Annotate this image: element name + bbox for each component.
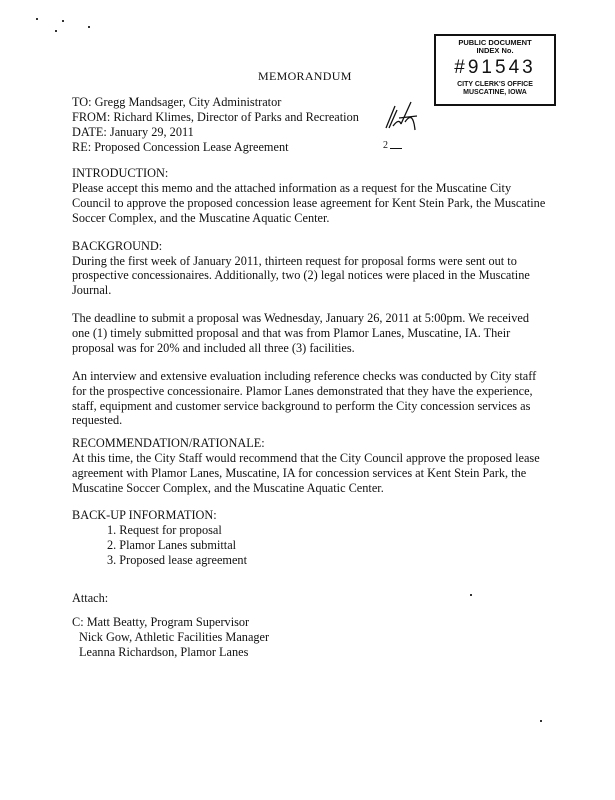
attach-label: Attach: [72,591,109,605]
background-text: for the prospective concessionaire. Plamor Lanes demonstrated that they have the experience, [72,384,533,398]
introduction-heading: INTRODUCTION: [72,166,169,180]
stamp-index-number: #91543 [454,57,536,78]
background-text: one (1) timely submitted proposal and that was from Plamor Lanes, Muscatine, IA. Their [72,326,511,340]
background-text: staff, equipment and customer service background to perform the City concession services as [72,399,531,413]
signature-initials [383,100,419,150]
cc-line: C: Matt Beatty, Program Supervisor [72,615,250,629]
background-text: proposal was for 20% and included all three (3) facilities. [72,341,355,355]
stamp-header: PUBLIC DOCUMENT [458,38,532,47]
recommendation-text: Muscatine Soccer Complex, and the Muscatine Aquatic Center. [72,481,384,495]
background-text: prospective concessionaires. Additionally, two (2) legal notices were placed in the Muscatine [72,268,530,282]
introduction-text: Please accept this memo and the attached information as a request for the Muscatine City [72,181,512,195]
backup-heading: BACK-UP INFORMATION: [72,508,217,522]
cc-line: Leanna Richardson, Plamor Lanes [79,645,249,659]
backup-item: 2. Plamor Lanes submittal [107,538,237,552]
initials-mark: 2 [383,140,388,151]
background-text: Journal. [72,283,112,297]
from-line: FROM: Richard Klimes, Director of Parks and Recreation [72,110,359,124]
background-text: requested. [72,413,123,427]
introduction-text: Council to approve the proposed concession lease agreement for Kent Stein Park, the Muscatine [72,196,546,210]
background-text: An interview and extensive evaluation including reference checks was conducted by City staff [72,369,537,383]
recommendation-heading: RECOMMENDATION/RATIONALE: [72,436,265,450]
to-line: TO: Gregg Mandsager, City Administrator [72,95,282,109]
cc-line: Nick Gow, Athletic Facilities Manager [79,630,270,644]
background-heading: BACKGROUND: [72,239,163,253]
memo-title: MEMORANDUM [258,69,352,83]
date-line: DATE: January 29, 2011 [72,125,194,139]
background-text: During the first week of January 2011, thirteen request for proposal forms were sent out to [72,254,517,268]
public-document-stamp [434,34,556,106]
re-line: RE: Proposed Concession Lease Agreement [72,140,289,154]
backup-item: 3. Proposed lease agreement [107,553,247,567]
recommendation-text: At this time, the City Staff would recommend that the City Council approve the proposed lease [72,451,540,465]
stamp-location: MUSCATINE, IOWA [463,89,527,96]
introduction-text: Soccer Complex, and the Muscatine Aquatic Center. [72,211,330,225]
background-text: The deadline to submit a proposal was Wednesday, January 26, 2011 at 5:00pm. We received [72,311,529,325]
stamp-subheader: INDEX No. [476,46,514,55]
stamp-office: CITY CLERK'S OFFICE [457,81,533,88]
recommendation-text: agreement with Plamor Lanes, Muscatine, IA for concession services at Kent Stein Park, the [72,466,527,480]
backup-item: 1. Request for proposal [107,523,222,537]
